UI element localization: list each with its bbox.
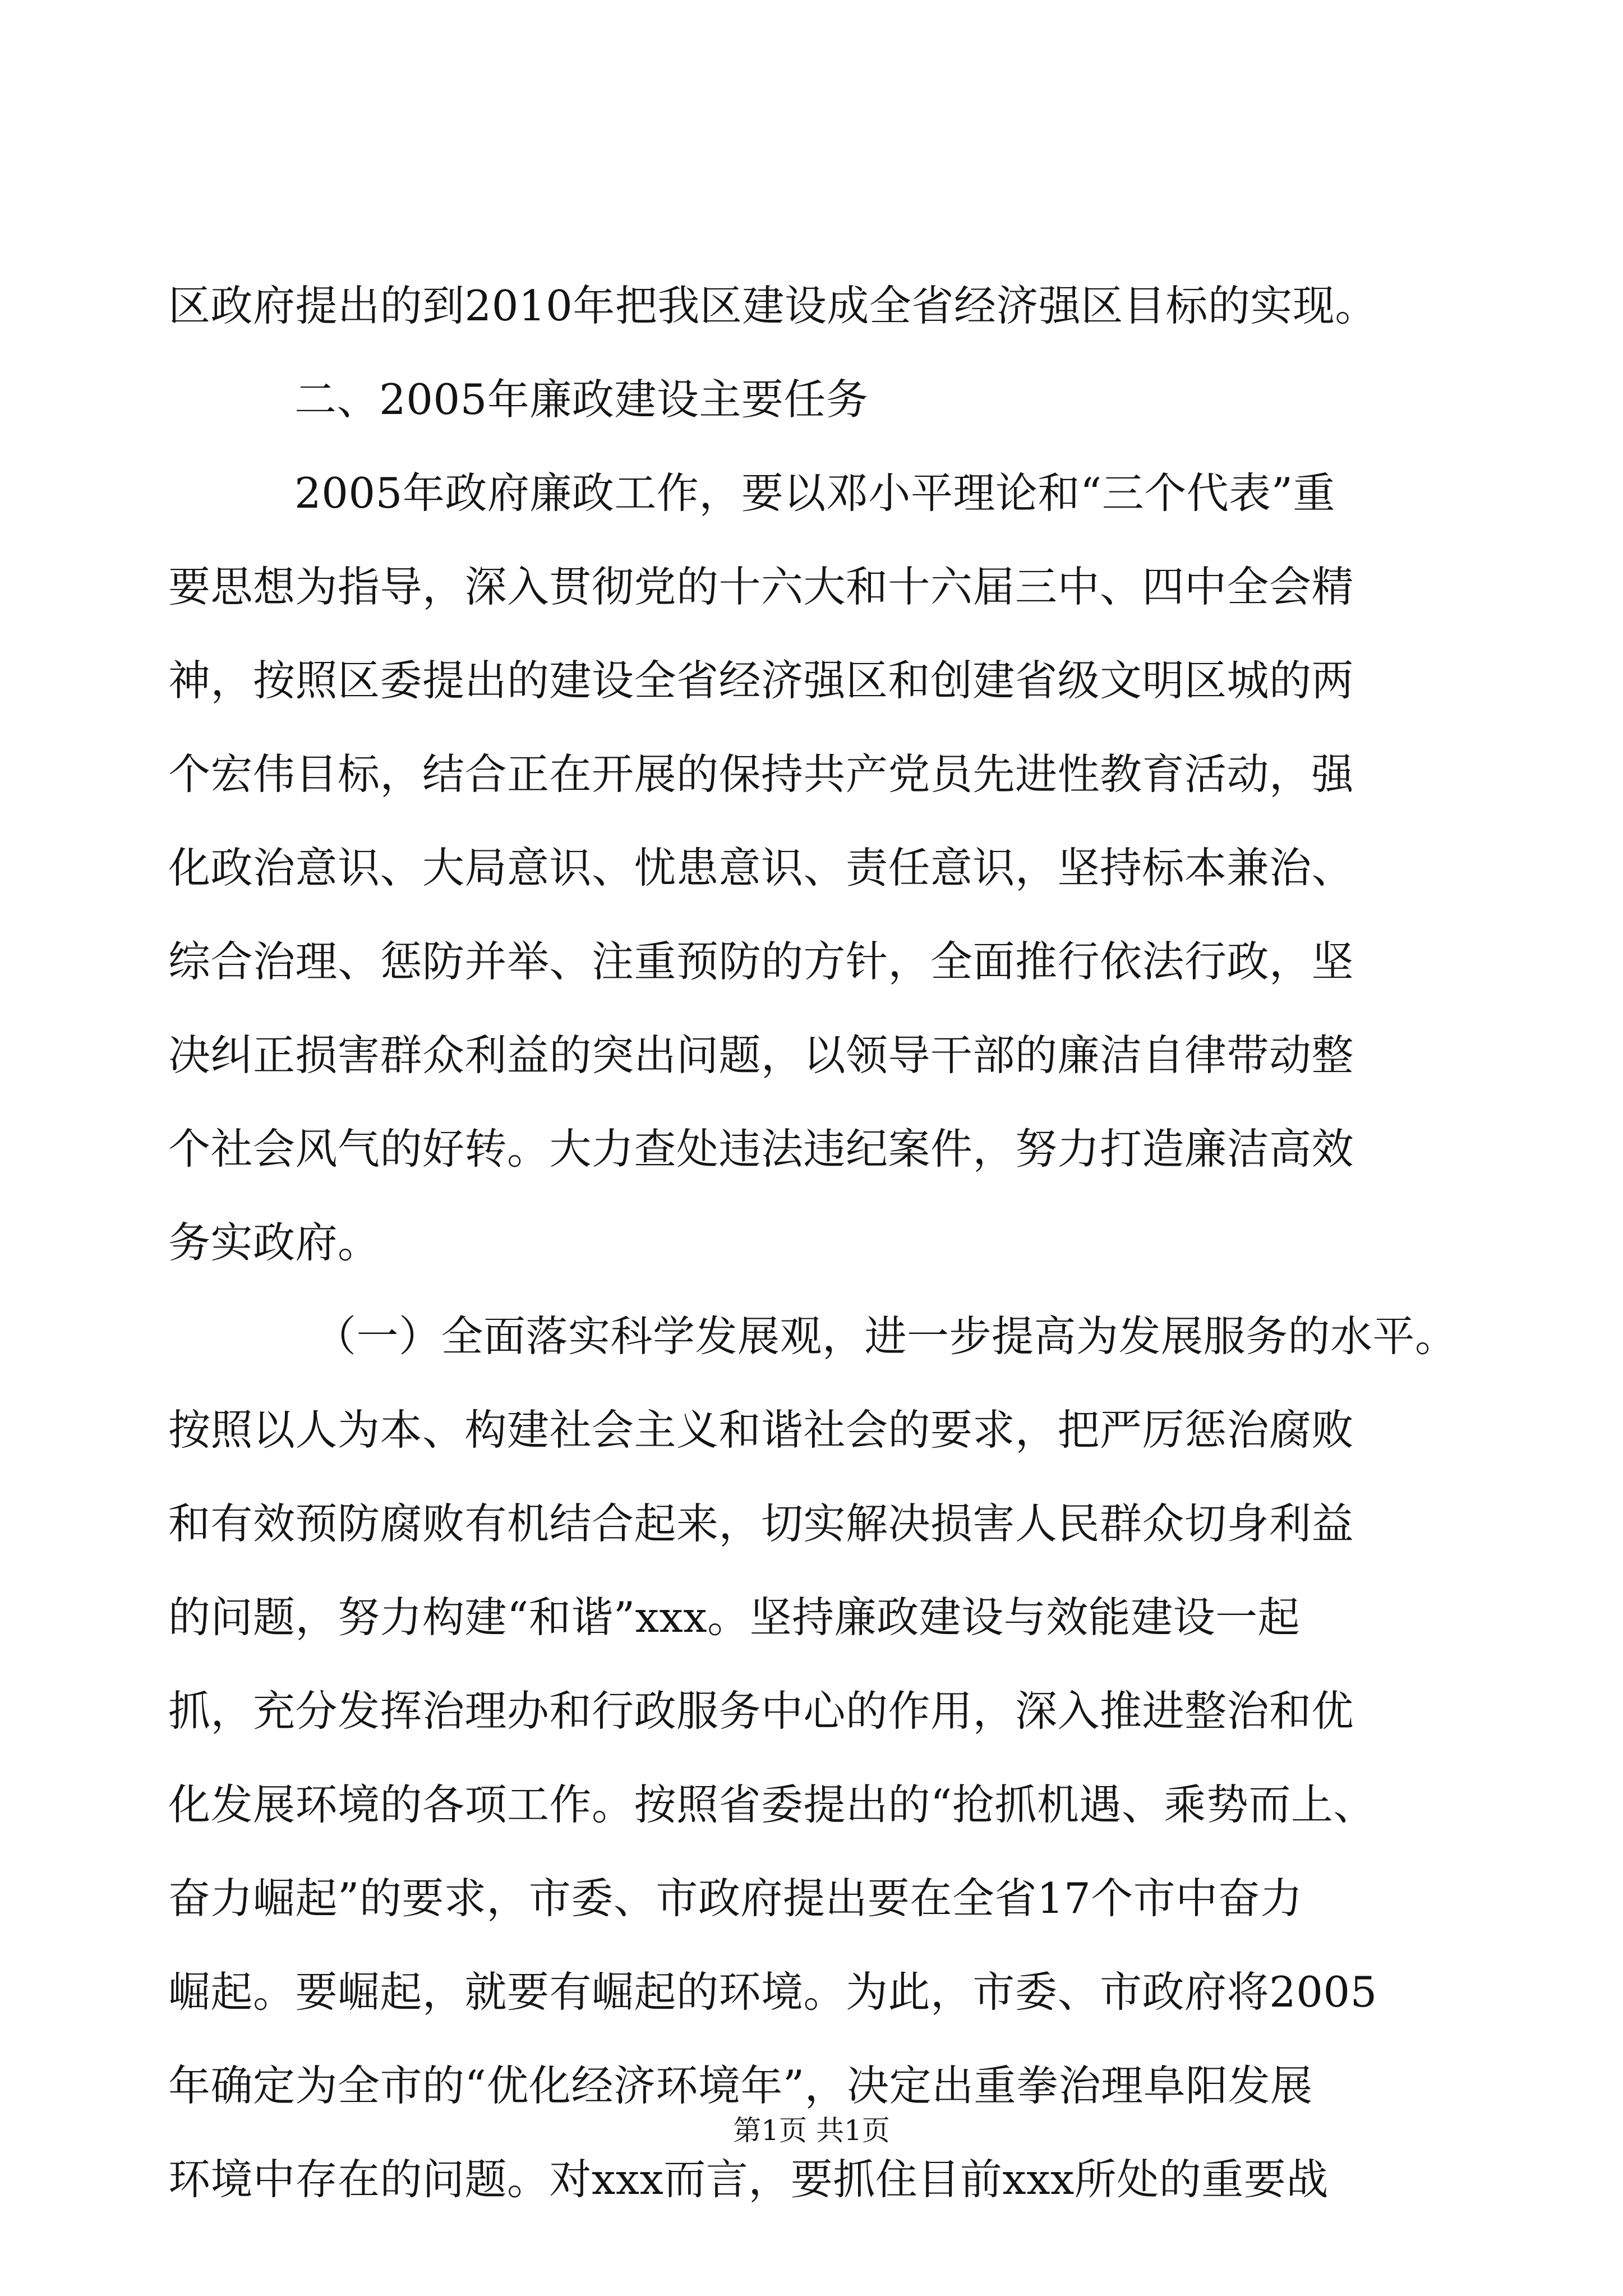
- page-footer: [0, 2114, 1623, 2147]
- text-line: 个社会风气的好转。大力查处违法违纪案件，努力打造廉洁高效: [168, 1124, 1354, 1174]
- page-number-label: 第1页 共1页: [733, 2114, 890, 2147]
- text-line: 化政治意识、大局意识、忧患意识、责任意识，坚持标本兼治、: [168, 843, 1354, 892]
- text-line: 抓，充分发挥治理办和行政服务中心的作用，深入推进整治和优: [168, 1686, 1354, 1736]
- document-body: [168, 259, 1458, 2226]
- section-heading: 二、2005年廉政建设主要任务: [294, 375, 869, 424]
- text-line: 要思想为指导，深入贯彻党的十六大和十六届三中、四中全会精: [168, 562, 1354, 611]
- text-line: 崛起。要崛起，就要有崛起的环境。为此，市委、市政府将2005: [168, 1967, 1377, 2017]
- text-line: 决纠正损害群众利益的突出问题，以领导干部的廉洁自律带动整: [168, 1030, 1354, 1080]
- text-line: 综合治理、惩防并举、注重预防的方针，全面推行依法行政，坚: [168, 937, 1354, 986]
- text-line: 按照以人为本、构建社会主义和谐社会的要求，把严厉惩治腐败: [168, 1405, 1354, 1455]
- subsection-heading: （一）全面落实科学发展观，进一步提高为发展服务的水平。: [314, 1312, 1458, 1361]
- text-line: 的问题，努力构建“和谐”xxx。坚持廉政建设与效能建设一起: [168, 1593, 1301, 1642]
- text-line: 区政府提出的到2010年把我区建设成全省经济强区目标的实现。: [168, 281, 1377, 330]
- text-line: 务实政府。: [168, 1218, 380, 1267]
- text-line: 神，按照区委提出的建设全省经济强区和创建省级文明区城的两: [168, 656, 1354, 705]
- text-line: 化发展环境的各项工作。按照省委提出的“抢抓机遇、乘势而上、: [168, 1780, 1376, 1829]
- text-line: 年确定为全市的“优化经济环境年”，决定出重拳治理阜阳发展: [168, 2061, 1313, 2110]
- text-line: 和有效预防腐败有机结合起来，切实解决损害人民群众切身利益: [168, 1499, 1354, 1548]
- paragraph-first-line: 2005年政府廉政工作，要以邓小平理论和“三个代表”重: [294, 468, 1336, 518]
- text-line: 环境中存在的问题。对xxx而言，要抓住目前xxx所处的重要战: [168, 2155, 1329, 2204]
- text-line: 个宏伟目标，结合正在开展的保持共产党员先进性教育活动，强: [168, 749, 1354, 799]
- text-line: 奋力崛起”的要求，市委、市政府提出要在全省17个市中奋力: [168, 1874, 1303, 1923]
